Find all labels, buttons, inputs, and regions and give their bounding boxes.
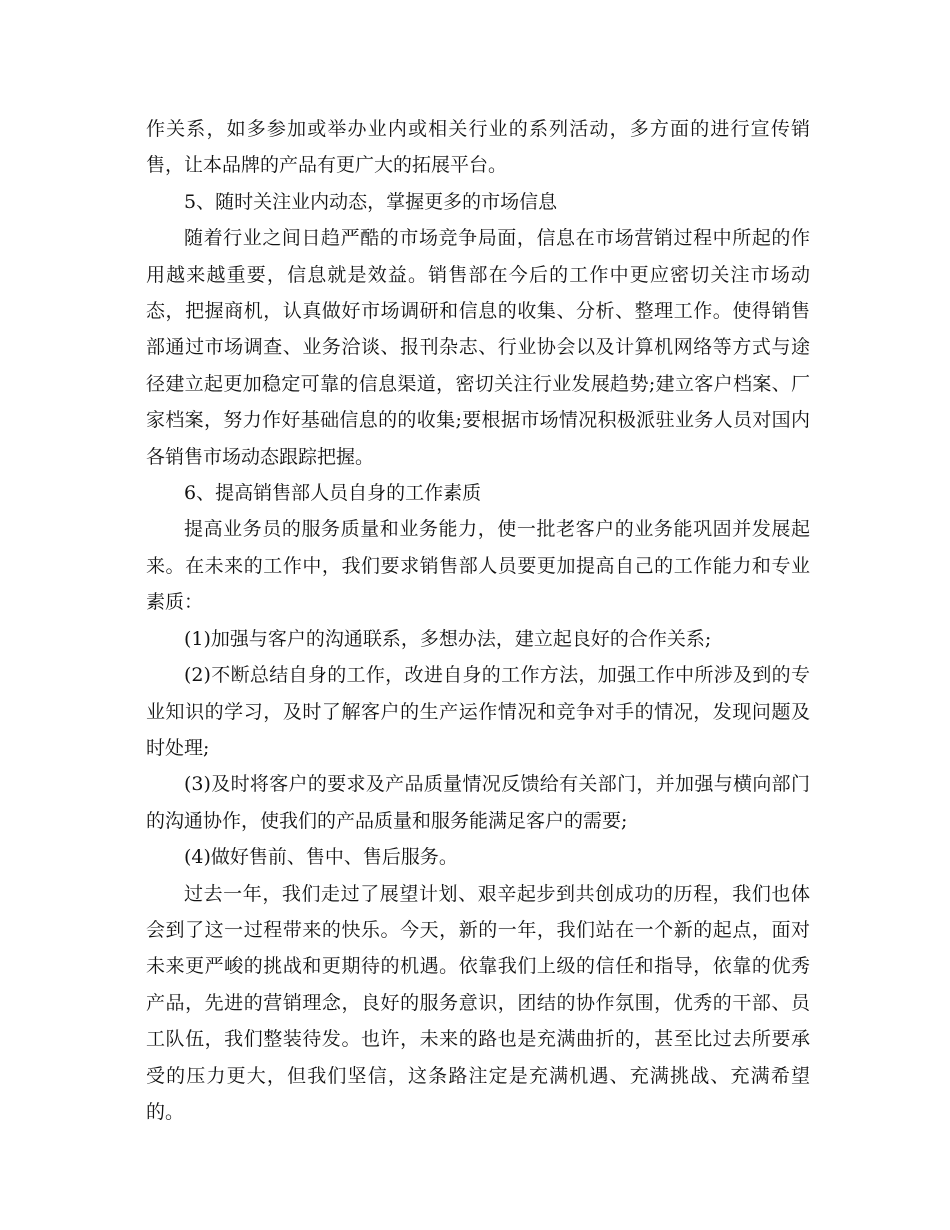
section-heading-5: 5、随时关注业内动态，掌握更多的市场信息 xyxy=(184,190,558,213)
list-item-3: (3)及时将客户的要求及产品质量情况反馈给有关部门，并加强与横向部门的沟通协作，使我们的产品质量和服务能满足客户的需要; xyxy=(146,773,810,832)
list-item-1: (1)加强与客户的沟通联系，多想办法，建立起良好的合作关系; xyxy=(184,627,712,650)
document-body xyxy=(146,111,810,1130)
paragraph-market-info: 随着行业之间日趋严酷的市场竞争局面，信息在市场营销过程中所起的作用越来越重要，信息就是效益。销售部在今后的工作中更应密切关注市场动态，把握商机，认真做好市场调研和信息的收集、分析、整理工作。使得销售部通过市场调查、业务洽谈、报刊杂志、行业协会以及计算机网络等方式与途径建立起更加稳定可靠的信息渠道，密切关注行业发展趋势;建立客户档案、厂家档案，努力作好基础信息的的收集;要根据市场情况积极派驻业务人员对国内各销售市场动态跟踪把握。 xyxy=(146,227,810,468)
list-item-2: (2)不断总结自身的工作，改进自身的工作方法，加强工作中所涉及到的专业知识的学习，及时了解客户的生产运作情况和竞争对手的情况，发现问题及时处理; xyxy=(146,664,810,759)
paragraph-staff-quality: 提高业务员的服务质量和业务能力，使一批老客户的业务能巩固并发展起来。在未来的工作中，我们要求销售部人员要更加提高自己的工作能力和专业素质： xyxy=(146,518,810,614)
paragraph-continued: 作关系，如多参加或举办业内或相关行业的系列活动，多方面的进行宣传销售，让本品牌的产品有更广大的拓展平台。 xyxy=(146,118,810,177)
list-item-4: (4)做好售前、售中、售后服务。 xyxy=(184,846,458,869)
paragraph-conclusion: 过去一年，我们走过了展望计划、艰辛起步到共创成功的历程，我们也体会到了这一过程带来的快乐。今天，新的一年，我们站在一个新的起点，面对未来更严峻的挑战和更期待的机遇。依靠我们上级的信任和指导，依靠的优秀产品，先进的营销理念，良好的服务意识，团结的协作氛围，优秀的干部、员工队伍，我们整装待发。也许，未来的路也是充满曲折的，甚至比过去所要承受的压力更大，但我们坚信，这条路注定是充满机遇、充满挑战、充满希望的。 xyxy=(146,882,810,1123)
section-heading-6: 6、提高销售部人员自身的工作素质 xyxy=(184,482,482,505)
